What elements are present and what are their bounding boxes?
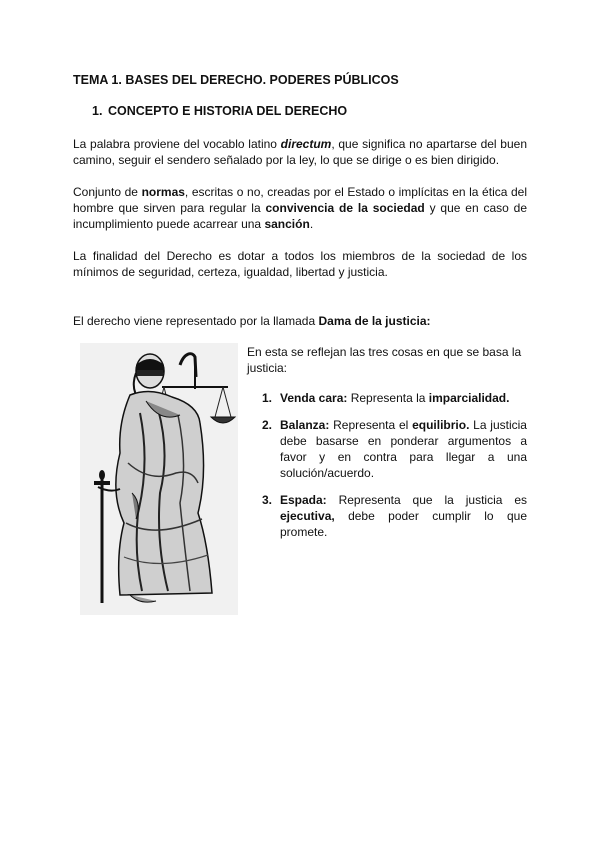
lady-justice-image (80, 343, 238, 615)
list-item-term: equilibrio. (412, 418, 470, 432)
document-title: TEMA 1. BASES DEL DERECHO. PODERES PÚBLICOS (73, 73, 399, 87)
term-dama: Dama de la justicia: (318, 314, 431, 328)
list-number: 1. (262, 391, 273, 405)
list-item-label: Balanza: (280, 418, 330, 432)
text-run: La justicia debe basarse en ponderar argumentos a favor y en contra para llegar a una solución/acuerdo. (280, 418, 527, 480)
list-item (262, 417, 527, 481)
text-run: , escritas o no, creadas por el Estado o implícitas en la ética del hombre que sirven para regular la (73, 185, 528, 215)
justice-elements-list (262, 390, 527, 540)
list-item-label: Espada: (280, 493, 327, 507)
text-run: Representa la (347, 391, 429, 405)
paragraph-purpose: La finalidad del Derecho es dotar a todos los miembros de la sociedad de los mínimos de seguridad, certeza, igualdad, libertad y justicia. (73, 249, 527, 279)
text-run: , que significa no apartarse del buen camino, seguir el sendero señalado por la ley, lo que se dirige o es bien dirigido. (73, 137, 527, 167)
text-run: debe poder cumplir lo que promete. (280, 509, 527, 539)
list-item (262, 390, 527, 406)
term-normas: normas (141, 185, 185, 199)
section-heading-text: CONCEPTO E HISTORIA DEL DERECHO (108, 104, 348, 118)
lady-justice-illustration (80, 343, 238, 615)
list-item-label: Venda cara: (280, 391, 348, 405)
term-directum: directum (280, 137, 332, 151)
text-run: El derecho viene representado por la llamada (73, 314, 319, 328)
text-run: Representa el (329, 418, 413, 432)
intro-text: En esta se reflejan las tres cosas en que se basa la justicia: (247, 345, 522, 375)
list-number: 3. (262, 493, 273, 507)
term-sancion: sanción (264, 217, 310, 231)
text-run: Conjunto de (73, 185, 142, 199)
text-run: Representa que la justicia es (326, 493, 527, 507)
list-item-term: imparcialidad. (428, 391, 510, 405)
text-run: La palabra proviene del vocablo latino (73, 137, 281, 151)
paragraph-dama (73, 313, 527, 329)
list-item (262, 492, 527, 540)
text-run: . (309, 217, 314, 231)
list-number: 2. (262, 418, 273, 432)
list-item-term: ejecutiva, (280, 509, 335, 523)
paragraph-definition (73, 184, 527, 232)
term-convivencia: convivencia de la sociedad (265, 201, 425, 215)
text-run: y que en caso de incumplimiento puede acarrear una (73, 201, 528, 231)
paragraph-etymology (73, 136, 527, 168)
section-number: 1. (92, 104, 103, 118)
section-heading (92, 103, 347, 119)
